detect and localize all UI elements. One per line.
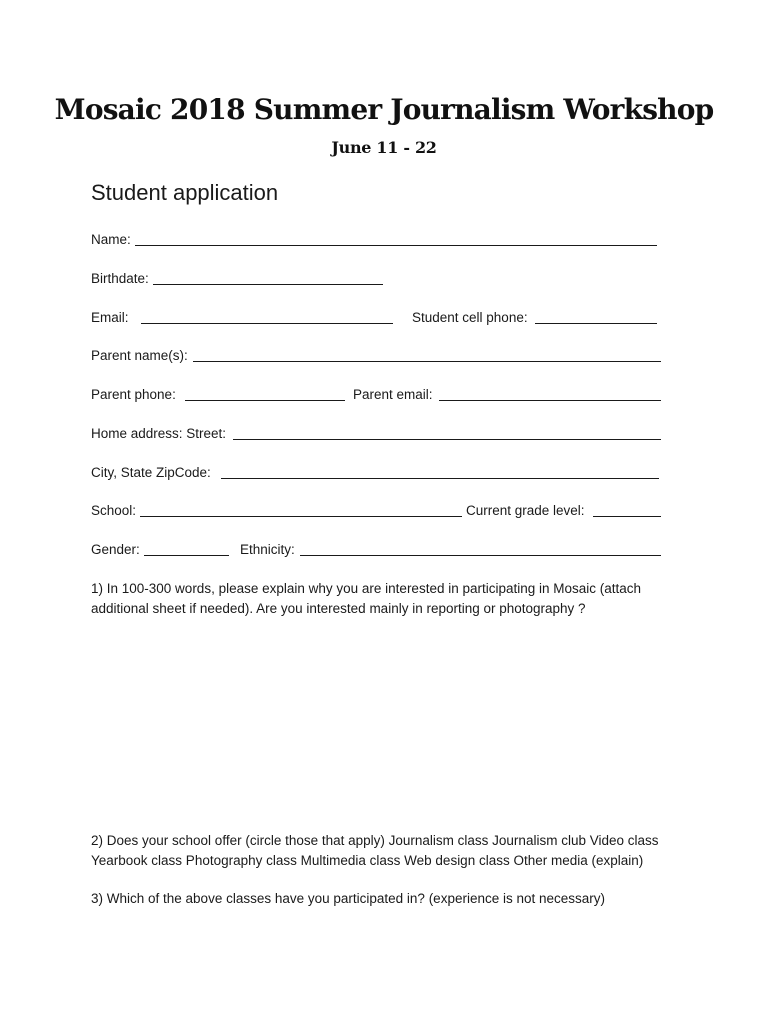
question-2 [91,831,691,871]
question-3-line-1: 3) Which of the above classes have you participated in? (experience is not necessary) [91,891,606,906]
current-grade-level-label: Current grade level: [466,503,585,518]
parent-names-blank-line[interactable] [193,361,661,362]
parent-email-blank-line[interactable] [439,400,661,401]
question-1 [91,579,691,619]
form-subtitle: Student application [91,180,279,205]
birthdate-blank-line[interactable] [153,284,383,285]
email-label: Email: [91,310,129,325]
gender-label: Gender: [91,542,140,557]
email-blank-line[interactable] [141,323,393,324]
question-1-line-1: 1) In 100-300 words, please explain why you are interested in participating in Mosaic (attach [91,581,642,596]
school-blank-line[interactable] [140,516,462,517]
home-address-label: Home address: Street: [91,426,227,441]
ethnicity-label: Ethnicity: [240,542,295,557]
birthdate-label: Birthdate: [91,271,149,286]
question-2-line-2: Yearbook class Photography class Multimedia class Web design class Other media (explain) [91,853,644,868]
question-3 [91,889,691,909]
name-label: Name: [91,232,131,247]
student-cell-phone-blank-line[interactable] [535,323,657,324]
parent-email-label: Parent email: [353,387,433,402]
city-state-zip-label: City, State ZipCode: [91,465,211,480]
workshop-dates: June 11 - 22 [331,138,437,157]
current-grade-level-blank-line[interactable] [593,516,661,517]
form-title: Mosaic 2018 Summer Journalism Workshop [54,93,714,126]
student-cell-phone-label: Student cell phone: [412,310,528,325]
name-blank-line[interactable] [135,245,657,246]
parent-names-label: Parent name(s): [91,348,188,363]
school-label: School: [91,503,137,518]
gender-blank-line[interactable] [144,555,229,556]
parent-phone-blank-line[interactable] [185,400,345,401]
question-2-line-1: 2) Does your school offer (circle those that apply) Journalism class Journalism club Video class [91,833,659,848]
home-address-blank-line[interactable] [233,439,661,440]
question-1-line-2: additional sheet if needed). Are you interested mainly in reporting or photography ? [91,601,586,616]
ethnicity-blank-line[interactable] [300,555,661,556]
city-state-zip-blank-line[interactable] [221,478,659,479]
parent-phone-label: Parent phone: [91,387,176,402]
